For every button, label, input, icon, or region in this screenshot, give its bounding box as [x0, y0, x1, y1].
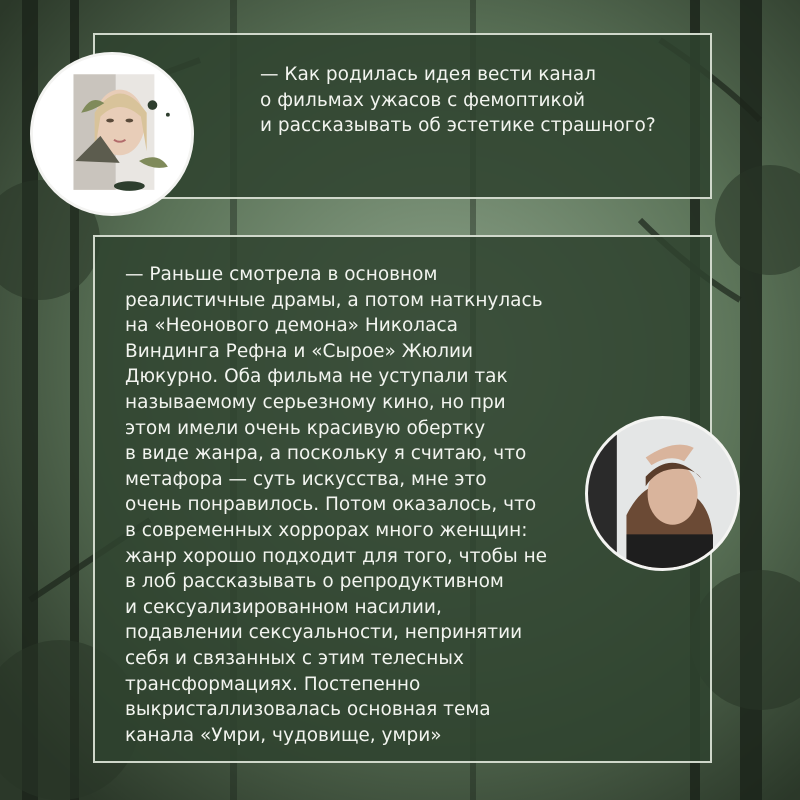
author-portrait-avatar: [585, 416, 740, 571]
channel-collage-avatar: [30, 52, 194, 216]
answer-text: — Раньше смотрела в основном реалистичные драмы, а потом наткнулась на «Неонового демона» Николаса Виндинга Рефна и «Сырое» Жюлии Дюкурно. Оба фильма не уступали так называемому серьезному кино, но при этом имели очень красивую обертку в виде жанра, а поскольку я считаю, что метафора — суть искусства, мне это очень понравилось. Потом оказалось, что в современных хоррорах много женщин: жанр хорошо подходит для того, чтобы не в лоб рассказывать о репродуктивном и сексуализированном насилии, подавлении сексуальности, непринятии себя и связанных с этим телесных трансформациях. Постепенно выкристаллизовалась основная тема канала «Умри, чудовище, умри»: [125, 264, 548, 746]
question-text: — Как родилась идея вести канал о фильмах ужасов с фемоптикой и рассказывать об эстетике страшного?: [260, 64, 656, 137]
